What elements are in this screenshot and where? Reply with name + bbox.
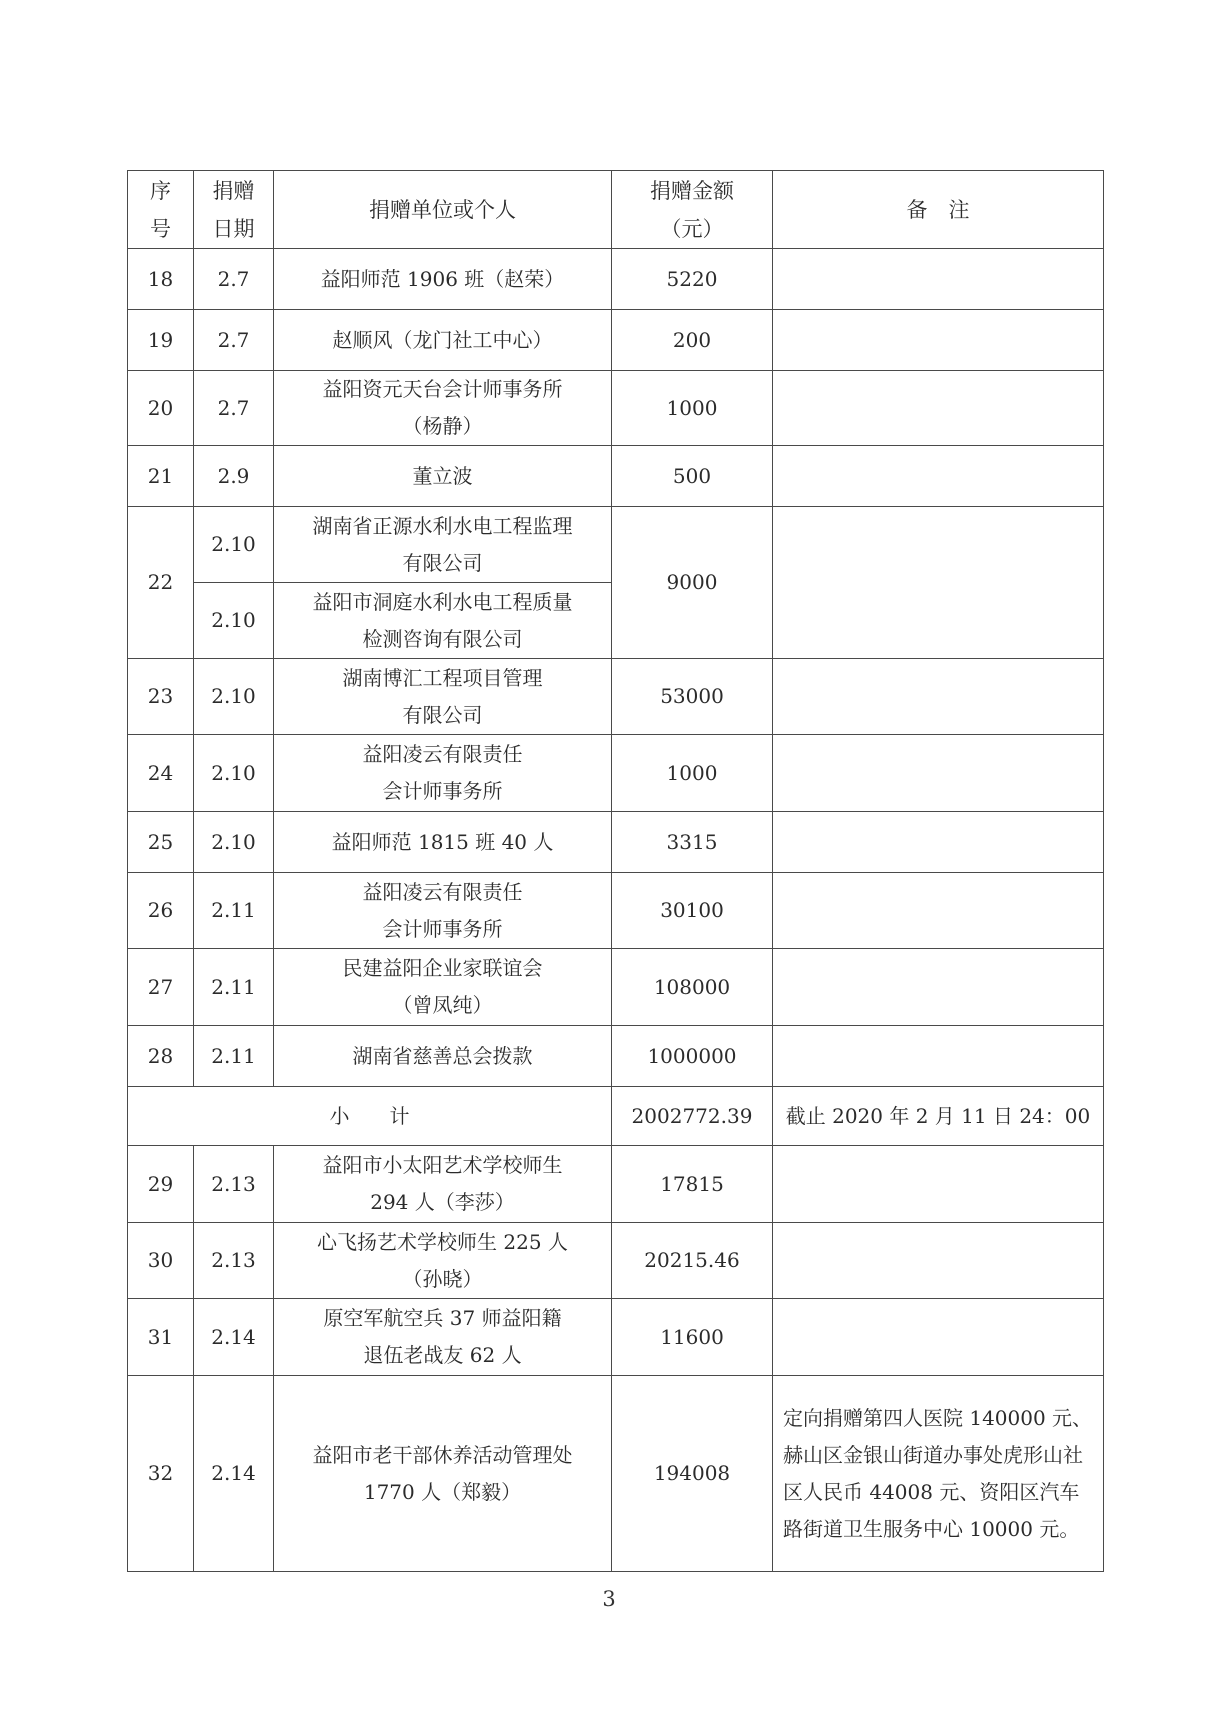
table-row (128, 1146, 1104, 1223)
subtotal-label: 小 计 (128, 1087, 612, 1146)
header-date: 捐赠 日期 (194, 171, 274, 249)
cell-seq: 23 (128, 659, 194, 735)
cell-seq: 26 (128, 873, 194, 949)
cell-note (773, 812, 1104, 873)
cell-seq: 30 (128, 1223, 194, 1299)
cell-amount: 200 (612, 310, 773, 371)
table-row (128, 949, 1104, 1026)
cell-date: 2.11 (194, 1026, 274, 1087)
cell-donor: 益阳凌云有限责任 会计师事务所 (274, 735, 612, 812)
table-row (128, 1223, 1104, 1299)
subtotal-row (128, 1087, 1104, 1146)
cell-seq: 27 (128, 949, 194, 1026)
cell-amount: 3315 (612, 812, 773, 873)
cell-date: 2.10 (194, 507, 274, 583)
cell-date: 2.10 (194, 659, 274, 735)
cell-donor: 益阳师范 1906 班（赵荣） (274, 249, 612, 310)
cell-seq: 22 (128, 507, 194, 659)
table-row (128, 371, 1104, 446)
header-donor: 捐赠单位或个人 (274, 171, 612, 249)
donation-table (127, 170, 1104, 1572)
cell-donor: 益阳资元天台会计师事务所 （杨静） (274, 371, 612, 446)
cell-amount: 20215.46 (612, 1223, 773, 1299)
header-note: 备 注 (773, 171, 1104, 249)
cell-donor: 益阳师范 1815 班 40 人 (274, 812, 612, 873)
cell-seq: 31 (128, 1299, 194, 1376)
cell-date: 2.10 (194, 735, 274, 812)
cell-date: 2.11 (194, 873, 274, 949)
cell-donor: 原空军航空兵 37 师益阳籍 退伍老战友 62 人 (274, 1299, 612, 1376)
cell-amount: 1000 (612, 371, 773, 446)
cell-note (773, 507, 1104, 659)
header-row (128, 171, 1104, 249)
cell-amount: 1000000 (612, 1026, 773, 1087)
cell-date: 2.14 (194, 1299, 274, 1376)
cell-seq: 29 (128, 1146, 194, 1223)
cell-note (773, 446, 1104, 507)
cell-amount: 108000 (612, 949, 773, 1026)
cell-note (773, 949, 1104, 1026)
cell-donor: 董立波 (274, 446, 612, 507)
subtotal-amount: 2002772.39 (612, 1087, 773, 1146)
table-row (128, 1299, 1104, 1376)
cell-note (773, 249, 1104, 310)
cell-donor: 赵顺风（龙门社工中心） (274, 310, 612, 371)
cell-donor: 民建益阳企业家联谊会 （曾凤纯） (274, 949, 612, 1026)
cell-seq: 24 (128, 735, 194, 812)
table-row (128, 659, 1104, 735)
cell-amount: 194008 (612, 1376, 773, 1572)
cell-note (773, 873, 1104, 949)
cell-donor: 益阳市洞庭水利水电工程质量 检测咨询有限公司 (274, 583, 612, 659)
cell-note (773, 1146, 1104, 1223)
cell-seq: 19 (128, 310, 194, 371)
cell-date: 2.14 (194, 1376, 274, 1572)
cell-note (773, 735, 1104, 812)
table-row (128, 812, 1104, 873)
subtotal-note: 截止 2020 年 2 月 11 日 24：00 (773, 1087, 1104, 1146)
cell-note (773, 371, 1104, 446)
cell-donor: 湖南博汇工程项目管理 有限公司 (274, 659, 612, 735)
cell-seq: 20 (128, 371, 194, 446)
cell-amount: 53000 (612, 659, 773, 735)
table-row (128, 873, 1104, 949)
table-row (128, 735, 1104, 812)
cell-donor: 益阳凌云有限责任 会计师事务所 (274, 873, 612, 949)
cell-donor: 湖南省慈善总会拨款 (274, 1026, 612, 1087)
table-row (128, 446, 1104, 507)
header-seq: 序 号 (128, 171, 194, 249)
cell-date: 2.10 (194, 583, 274, 659)
table-row (128, 249, 1104, 310)
cell-date: 2.7 (194, 371, 274, 446)
cell-amount: 500 (612, 446, 773, 507)
page-number: 3 (602, 1587, 616, 1611)
cell-date: 2.10 (194, 812, 274, 873)
cell-note (773, 1223, 1104, 1299)
cell-amount: 9000 (612, 507, 773, 659)
cell-note: 定向捐赠第四人医院 140000 元、赫山区金银山街道办事处虎形山社区人民币 44008 元、资阳区汽车路街道卫生服务中心 10000 元。 (773, 1376, 1104, 1572)
cell-note (773, 1299, 1104, 1376)
cell-amount: 1000 (612, 735, 773, 812)
cell-amount: 11600 (612, 1299, 773, 1376)
cell-amount: 5220 (612, 249, 773, 310)
cell-date: 2.13 (194, 1223, 274, 1299)
cell-seq: 32 (128, 1376, 194, 1572)
cell-date: 2.7 (194, 249, 274, 310)
header-amount: 捐赠金额 （元） (612, 171, 773, 249)
cell-date: 2.11 (194, 949, 274, 1026)
cell-seq: 28 (128, 1026, 194, 1087)
cell-note (773, 1026, 1104, 1087)
cell-date: 2.7 (194, 310, 274, 371)
cell-donor: 湖南省正源水利水电工程监理 有限公司 (274, 507, 612, 583)
cell-donor: 益阳市小太阳艺术学校师生 294 人（李莎） (274, 1146, 612, 1223)
cell-amount: 17815 (612, 1146, 773, 1223)
table-row (128, 507, 1104, 583)
table-row (128, 1376, 1104, 1572)
cell-note (773, 659, 1104, 735)
table-row (128, 1026, 1104, 1087)
cell-donor: 益阳市老干部休养活动管理处 1770 人（郑毅） (274, 1376, 612, 1572)
cell-seq: 21 (128, 446, 194, 507)
cell-date: 2.13 (194, 1146, 274, 1223)
cell-seq: 25 (128, 812, 194, 873)
cell-date: 2.9 (194, 446, 274, 507)
cell-amount: 30100 (612, 873, 773, 949)
cell-note (773, 310, 1104, 371)
cell-donor: 心飞扬艺术学校师生 225 人 （孙晓） (274, 1223, 612, 1299)
cell-seq: 18 (128, 249, 194, 310)
table-row (128, 310, 1104, 371)
